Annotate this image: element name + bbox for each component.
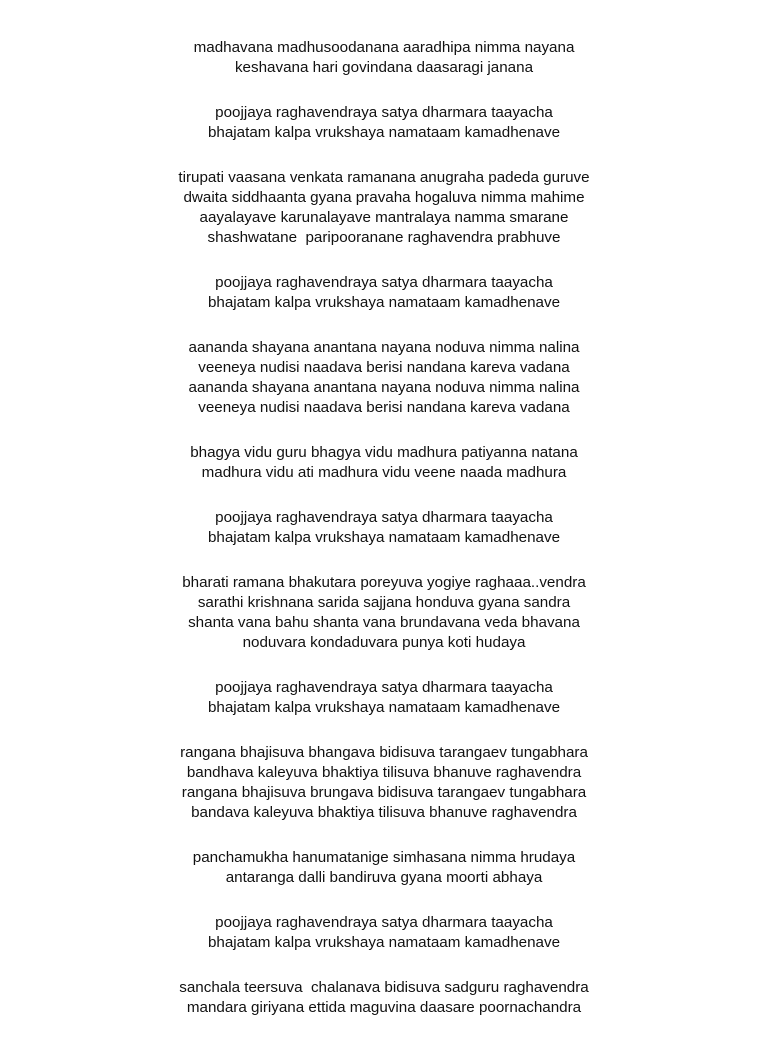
lyric-line: bhajatam kalpa vrukshaya namataam kamadhenave [207,124,561,141]
lyric-line: madhura vidu ati madhura vidu veene naada madhura [201,464,567,481]
lyric-line: poojjaya raghavendraya satya dharmara taayacha [215,104,553,121]
lyric-line: bharati ramana bhakutara poreyuva yogiye raghaaa..vendra [182,574,586,591]
lyric-line: sanchala teersuva chalanava bidisuva sadguru raghavendra [179,979,589,996]
stanza-6 [0,443,768,483]
lyric-line: aayalayave karunalayave mantralaya namma smarane [199,209,569,226]
lyric-line: bhajatam kalpa vrukshaya namataam kamadhenave [207,294,561,311]
lyric-line: panchamukha hanumatanige simhasana nimma hrudaya [192,849,576,866]
lyric-line: mandara giriyana ettida maguvina daasare poornachandra [186,999,582,1016]
lyric-line: madhavana madhusoodanana aaradhipa nimma nayana [193,39,575,56]
lyric-line: keshavana hari govindana daasaragi janana [234,59,534,76]
lyric-line: bhajatam kalpa vrukshaya namataam kamadhenave [207,699,561,716]
stanza-5 [0,338,768,418]
lyric-line: poojjaya raghavendraya satya dharmara taayacha [215,914,553,931]
lyric-line: shanta vana bahu shanta vana brundavana veda bhavana [188,614,580,631]
stanza-9-refrain [0,678,768,718]
stanza-7-refrain [0,508,768,548]
lyric-line: dwaita siddhaanta gyana pravaha hogaluva nimma mahime [183,189,585,206]
stanza-2-refrain [0,103,768,143]
lyric-line: antaranga dalli bandiruva gyana moorti abhaya [225,869,543,886]
lyric-line: poojjaya raghavendraya satya dharmara taayacha [215,679,553,696]
lyric-line: bandava kaleyuva bhaktiya tilisuva bhanuve raghavendra [191,804,577,821]
stanza-13 [0,978,768,1018]
stanza-11 [0,848,768,888]
stanza-3 [0,168,768,248]
lyric-line: poojjaya raghavendraya satya dharmara taayacha [215,274,553,291]
lyric-line: noduvara kondaduvara punya koti hudaya [242,634,526,651]
stanza-8 [0,573,768,653]
lyric-line: aananda shayana anantana nayana noduva nimma nalina [188,339,580,356]
lyric-line: tirupati vaasana venkata ramanana anugraha padeda guruve [178,169,590,186]
stanza-1 [0,38,768,78]
lyric-line: bhajatam kalpa vrukshaya namataam kamadhenave [207,934,561,951]
stanza-10 [0,743,768,823]
lyrics-page [0,38,768,1043]
lyric-line: shashwatane paripooranane raghavendra prabhuve [207,229,561,246]
lyric-line: veeneya nudisi naadava berisi nandana kareva vadana [198,359,570,376]
lyric-line: poojjaya raghavendraya satya dharmara taayacha [215,509,553,526]
lyric-line: bhagya vidu guru bhagya vidu madhura patiyanna natana [190,444,578,461]
lyric-line: sarathi krishnana sarida sajjana honduva gyana sandra [197,594,571,611]
lyric-line: rangana bhajisuva bhangava bidisuva tarangaev tungabhara [180,744,588,761]
stanza-4-refrain [0,273,768,313]
lyric-line: aananda shayana anantana nayana noduva nimma nalina [188,379,580,396]
lyric-line: rangana bhajisuva brungava bidisuva tarangaev tungabhara [181,784,587,801]
lyric-line: bhajatam kalpa vrukshaya namataam kamadhenave [207,529,561,546]
lyric-line: bandhava kaleyuva bhaktiya tilisuva bhanuve raghavendra [186,764,582,781]
stanza-12-refrain [0,913,768,953]
lyric-line: veeneya nudisi naadava berisi nandana kareva vadana [198,399,570,416]
